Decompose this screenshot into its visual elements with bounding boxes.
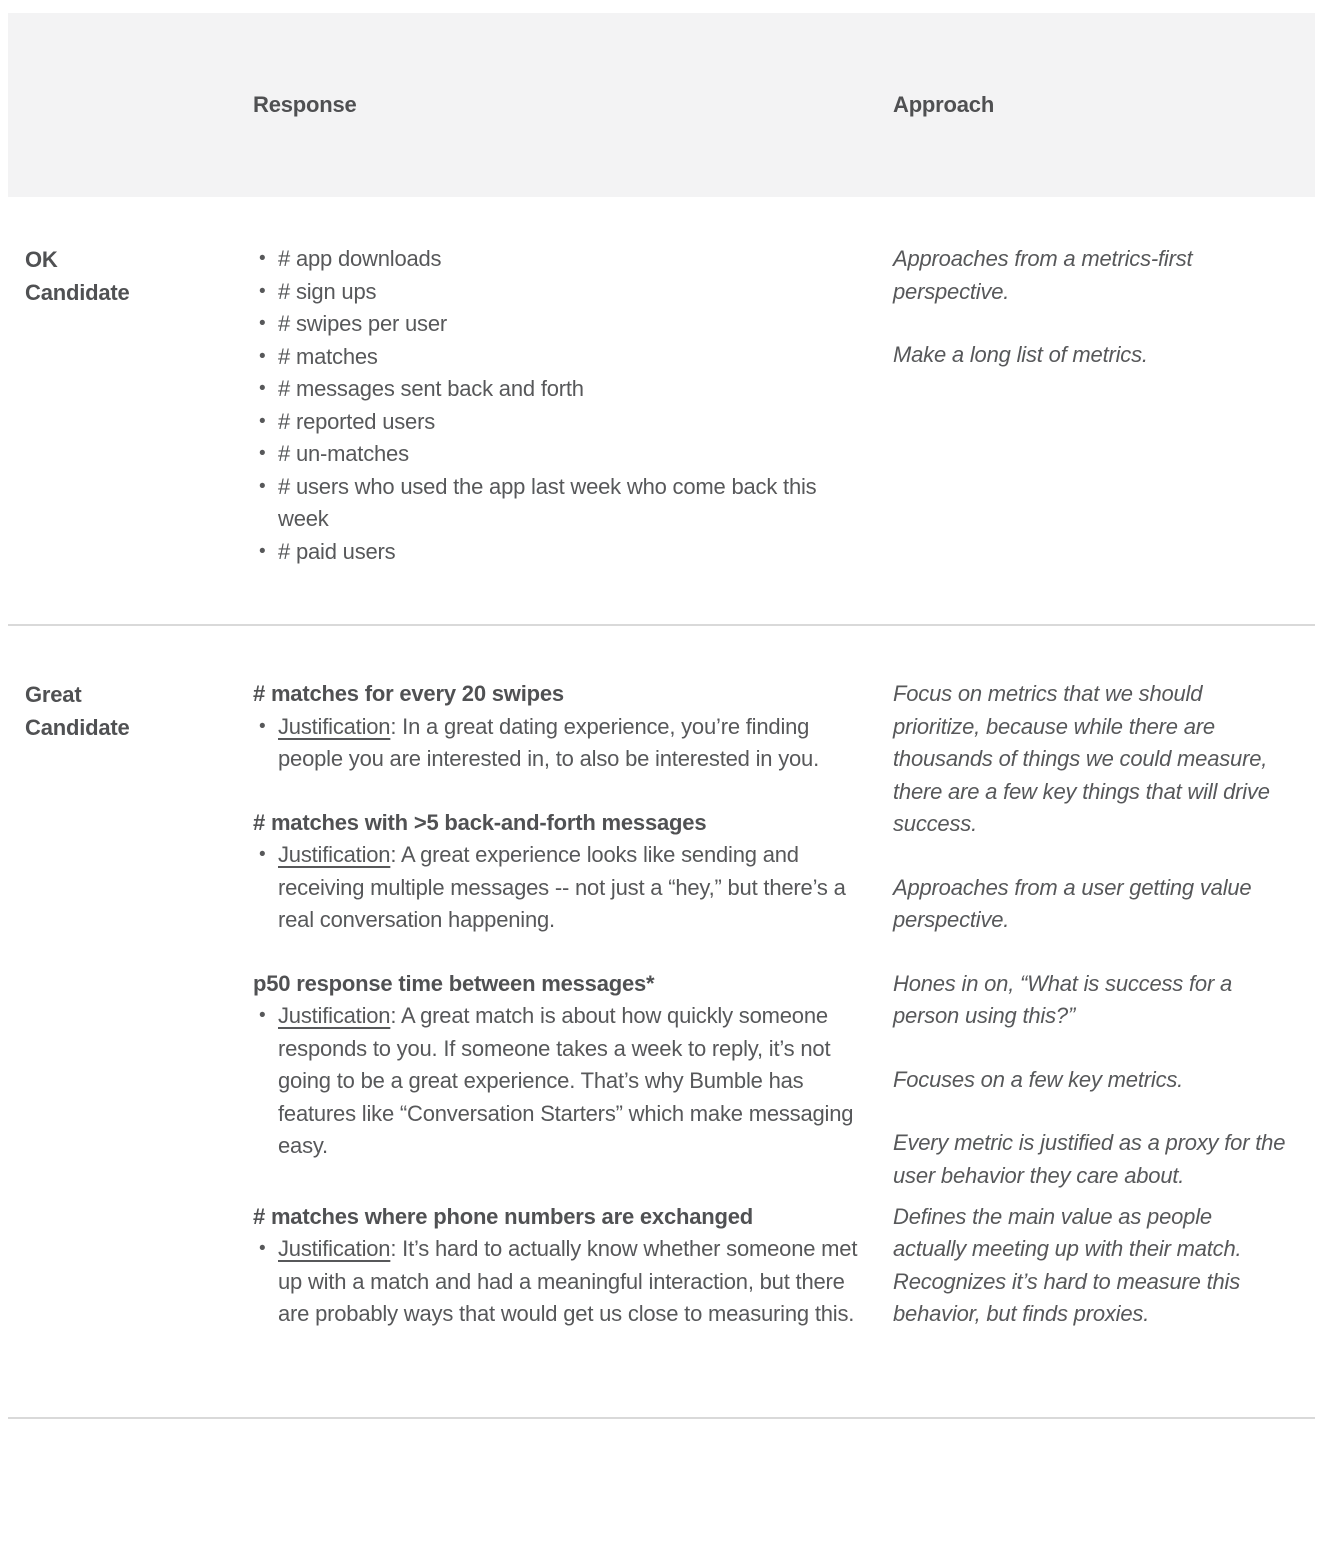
row-label-line: Candidate	[25, 715, 130, 740]
justification-label: Justification	[278, 713, 391, 739]
approach-paragraph: Hones in on, “What is success for a person using this?”	[893, 970, 1233, 1028]
approach-paragraph: Approaches from a user getting value perspective.	[893, 874, 1252, 932]
metric-bullet-item: • # sign ups	[253, 276, 868, 309]
metrics-list	[253, 243, 868, 568]
justification-label: Justification	[278, 1003, 391, 1028]
justification-item	[253, 711, 868, 776]
metric-title: # matches for every 20 swipes	[253, 681, 564, 706]
metric-title: # matches where phone numbers are exchanged	[253, 1203, 754, 1229]
approach-paragraph: Approaches from a metrics-first perspective.	[893, 246, 1193, 304]
justification-text: : A great experience looks like sending and receiving multiple messages -- not just a “hey,” but there’s a real conversation happening.	[278, 842, 846, 932]
great-response-cell-final	[253, 1201, 893, 1331]
justification-text: : In a great dating experience, you’re finding people you are interested in, to also be interested in you.	[278, 713, 820, 771]
column-header-approach: Approach	[893, 91, 995, 117]
metric-bullet-item: • # swipes per user	[253, 308, 868, 341]
approach-paragraph: Focuses on a few key metrics.	[893, 1066, 1184, 1092]
metric-bullet-item: • # reported users	[253, 406, 868, 439]
ok-approach-cell	[893, 243, 1324, 568]
metric-bullet-item: • # un-matches	[253, 438, 868, 471]
row-label-ok-candidate	[0, 243, 253, 568]
row-label-line: OK	[25, 247, 58, 272]
metric-section	[253, 968, 868, 1163]
row-ok-candidate	[0, 197, 1324, 624]
metric-bullet-item: • # paid users	[253, 536, 868, 569]
great-approach-cell-main	[893, 678, 1324, 1201]
metric-bullet-item: • # messages sent back and forth	[253, 373, 868, 406]
metric-section	[253, 678, 868, 776]
justification-list	[253, 1233, 868, 1331]
metric-title: # matches with >5 back-and-forth messages	[253, 809, 707, 835]
justification-item	[253, 1233, 868, 1331]
column-header-response: Response	[253, 91, 357, 117]
justification-item	[253, 839, 868, 937]
bottom-divider	[8, 1417, 1315, 1419]
ok-response-cell	[253, 243, 893, 568]
justification-label: Justification	[278, 842, 391, 867]
row-label-line: Great	[25, 682, 82, 707]
justification-list	[253, 1000, 868, 1163]
metric-section	[253, 807, 868, 937]
header-approach-cell	[893, 89, 1315, 122]
approach-paragraph: Make a long list of metrics.	[893, 342, 1148, 367]
justification-text: : It’s hard to actually know whether someone met up with a match and had a meaningful interaction, but there are probably ways that would get us close to measuring this.	[278, 1236, 858, 1326]
approach-paragraph: Focus on metrics that we should prioritize, because while there are thousands of things we could measure, there are a few key things that will drive success.	[893, 681, 1270, 836]
table-header-row	[8, 13, 1315, 197]
justification-text: : A great match is about how quickly someone responds to you. If someone takes a week to reply, it’s not going to be a great experience. That’s why Bumble has features like “Conversation Starters” which make messaging easy.	[278, 1003, 854, 1158]
approach-paragraph: Defines the main value as people actually meeting up with their match. Recognizes it’s hard to measure this behavior, but finds proxies.	[893, 1203, 1242, 1326]
approach-paragraph: Every metric is justified as a proxy for the user behavior they care about.	[893, 1130, 1286, 1188]
justification-item	[253, 1000, 868, 1163]
metric-section	[253, 1201, 868, 1331]
great-response-cell-main	[253, 678, 893, 1163]
metric-title: p50 response time between messages*	[253, 970, 655, 996]
header-response-cell	[253, 89, 893, 122]
row-label-great-candidate	[0, 678, 253, 1331]
row-label-line: Candidate	[25, 280, 130, 305]
metric-bullet-item: • # matches	[253, 341, 868, 374]
metric-bullet-item: • # users who used the app last week who come back this week	[253, 471, 868, 536]
great-approach-cell-final	[893, 1201, 1324, 1331]
row-great-candidate	[0, 626, 1324, 1417]
justification-list	[253, 839, 868, 937]
metric-bullet-item: • # app downloads	[253, 243, 868, 276]
justification-label: Justification	[278, 1236, 391, 1261]
justification-list	[253, 711, 868, 776]
